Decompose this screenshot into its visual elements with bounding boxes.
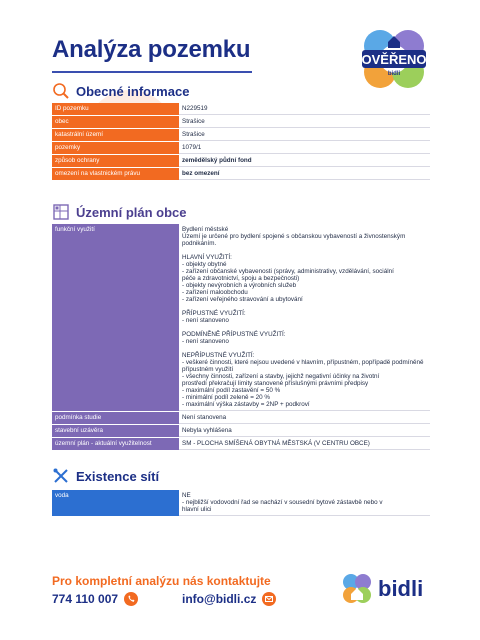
- section-general-heading: [52, 82, 189, 100]
- title-underline: [52, 71, 252, 73]
- row-value: Není stanovena: [179, 412, 430, 424]
- row-value: N229519: [179, 103, 430, 115]
- row-value: bez omezení: [179, 168, 430, 180]
- row-label: funkční využití: [52, 224, 179, 411]
- bidli-wordmark: bidli: [378, 576, 424, 601]
- row-label: omezení na vlastnickém právu: [52, 168, 179, 180]
- row-label: pozemky: [52, 142, 179, 154]
- table-row: [52, 438, 430, 451]
- phone-icon: [124, 592, 138, 606]
- row-value: Strašice: [179, 129, 430, 141]
- tools-icon: [52, 467, 70, 485]
- verified-badge: [358, 28, 430, 90]
- section-networks-heading: [52, 467, 159, 485]
- row-value: Strašice: [179, 116, 430, 128]
- table-row: [52, 490, 430, 517]
- map-plan-icon: [52, 203, 70, 221]
- row-value: SM - PLOCHA SMÍŠENÁ OBYTNÁ MĚSTSKÁ (V CENTRU OBCE): [179, 438, 430, 450]
- row-value: zemědělský půdní fond: [179, 155, 430, 167]
- footer-phone[interactable]: [52, 592, 138, 606]
- footer-cta: Pro kompletní analýzu nás kontaktujte: [52, 574, 271, 588]
- section-plan-heading: [52, 203, 187, 221]
- row-label: stavební uzávěra: [52, 425, 179, 437]
- table-row: [52, 142, 430, 155]
- table-row: [52, 116, 430, 129]
- row-label: způsob ochrany: [52, 155, 179, 167]
- bidli-logo-icon: [340, 572, 374, 606]
- search-icon: [52, 82, 70, 100]
- row-value: Nebyla vyhlášena: [179, 425, 430, 437]
- badge-brand: bidli: [387, 71, 401, 77]
- row-label: obec: [52, 116, 179, 128]
- row-label: ID pozemku: [52, 103, 179, 115]
- table-row: [52, 103, 430, 116]
- section-plan-title: Územní plán obce: [76, 204, 187, 220]
- badge-label: OVĚŘENO: [361, 52, 427, 67]
- footer-email[interactable]: [182, 592, 276, 606]
- row-label: územní plán - aktuální využitelnost: [52, 438, 179, 450]
- section-general-title: Obecné informace: [76, 83, 190, 99]
- row-label: podmínka studie: [52, 412, 179, 424]
- general-info-table: [52, 103, 430, 181]
- email-icon: [262, 592, 276, 606]
- row-value: Bydlení městské Území je určené pro bydlení spojené s občanskou vybaveností a živnostenským podnikáním. HLAVNÍ VYUŽITÍ: - objekty obytné - zařízení občanské vybavenosti (správy, administrativy, vzdělávání, sociální péče a zdravotnictví, spoju a bezpečnosti) - objekty nevýrobních a výrobních služeb - zařízení maloobchodu - zařízení veřejného stravování a ubytování PŘÍPUSTNÉ VYUŽITÍ: - není stanoveno PODMÍNĚNĚ PŘÍPUSTNÉ VYUŽITÍ: - není stanoveno NEPŘÍPUSTNÉ VYUŽITÍ: - veškeré činnosti, které nejsou uvedené v hlavním, přípustném, popřípadě podmíněně přípustném využití - všechny činnosti, zařízení a stavby, jejichž negativní účinky na životní prostředí překračují limity stanovené příslušnými právními předpisy - maximální podíl zastavění = 50 % - minimální podíl zeleně = 20 % - maximální výška zástavby = 2NP + podkroví: [179, 224, 430, 411]
- table-row: [52, 425, 430, 438]
- row-value: NE - nejbližší vodovodní řad se nachází v sousední bytové zástavbě nebo v hlavní ulici: [179, 490, 430, 516]
- table-row: [52, 168, 430, 181]
- page-title: Analýza pozemku: [52, 36, 251, 63]
- phone-number[interactable]: 774 110 007: [52, 592, 119, 606]
- section-networks-title: Existence sítí: [76, 468, 160, 484]
- row-value: 1079/1: [179, 142, 430, 154]
- bidli-logo: [340, 572, 423, 606]
- table-row: [52, 129, 430, 142]
- networks-table: [52, 490, 430, 517]
- table-row: [52, 155, 430, 168]
- zoning-plan-table: [52, 224, 430, 451]
- table-row: [52, 412, 430, 425]
- email-address[interactable]: info@bidli.cz: [182, 592, 257, 606]
- table-row: [52, 224, 430, 412]
- row-label: voda: [52, 490, 179, 516]
- row-label: katastrální území: [52, 129, 179, 141]
